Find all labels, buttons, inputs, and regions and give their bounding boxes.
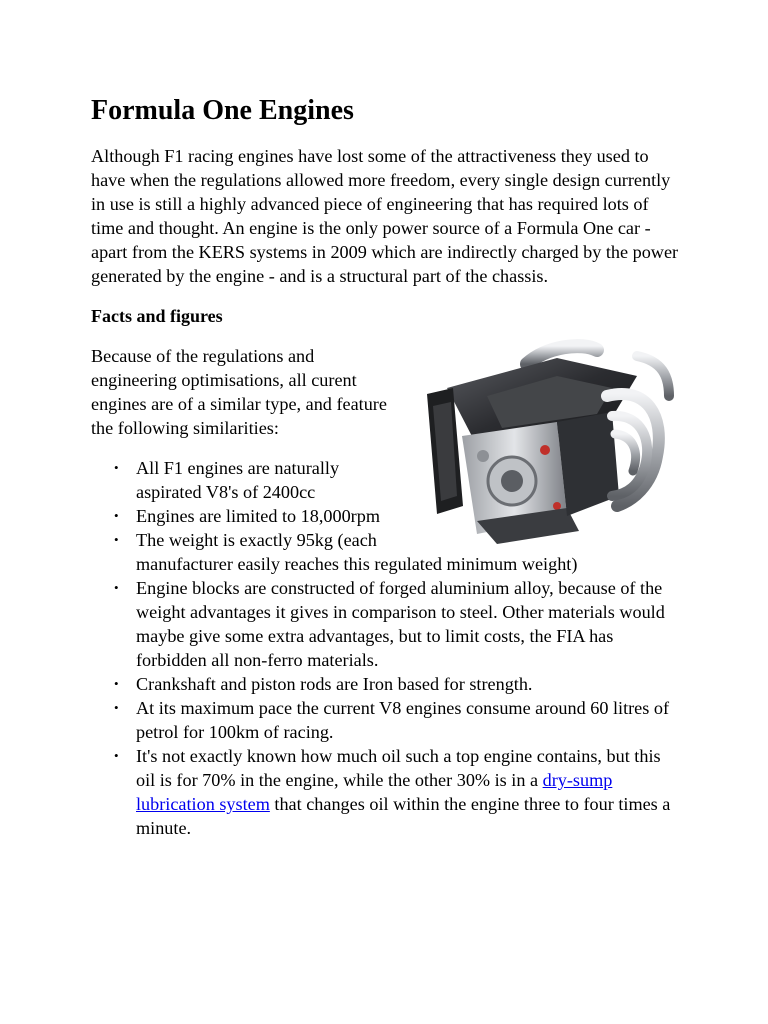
page-title: Formula One Engines <box>91 95 354 126</box>
list-item-text: It's not exactly known how much oil such a top engine contains, but this oil is for 70% in the engine, while the other 30% is in a <box>136 746 661 790</box>
list-item: • All F1 engines are naturally aspirated V8's of 2400cc <box>136 456 681 504</box>
list-item <box>136 744 681 840</box>
list-item: • Engines are limited to 18,000rpm <box>136 504 681 528</box>
list-item: • The weight is exactly 95kg (each manufacturer easily reaches this regulated minimum weight) <box>136 528 681 576</box>
section-heading: Facts and figures <box>91 306 223 326</box>
article <box>91 92 681 840</box>
list-item: • At its maximum pace the current V8 engines consume around 60 litres of petrol for 100km of racing. <box>136 696 681 744</box>
list-item: • Engine blocks are constructed of forged aluminium alloy, because of the weight advantages it gives in comparison to steel. Other materials would maybe give some extra advantages, but to limit costs, the FIA has forbidden all non-ferro materials. <box>136 576 681 672</box>
facts-list <box>91 456 681 840</box>
list-item: • Crankshaft and piston rods are Iron based for strength. <box>136 672 681 696</box>
lead-paragraph: Because of the regulations and engineering optimisations, all curent engines are of a similar type, and feature the following similarities: <box>91 346 387 438</box>
intro-paragraph: Although F1 racing engines have lost some of the attractiveness they used to have when the regulations allowed more freedom, every single design currently in use is still a highly advanced piece of engineering that has required lots of time and thought. An engine is the only power source of a Formula One car - apart from the KERS systems in 2009 which are indirectly charged by the power generated by the engine - and is a structural part of the chassis. <box>91 146 679 286</box>
dry-sump-link[interactable]: dry-sump lubrication system <box>136 770 613 814</box>
list-item-text: that changes oil within the engine three to four times a minute. <box>136 794 671 838</box>
